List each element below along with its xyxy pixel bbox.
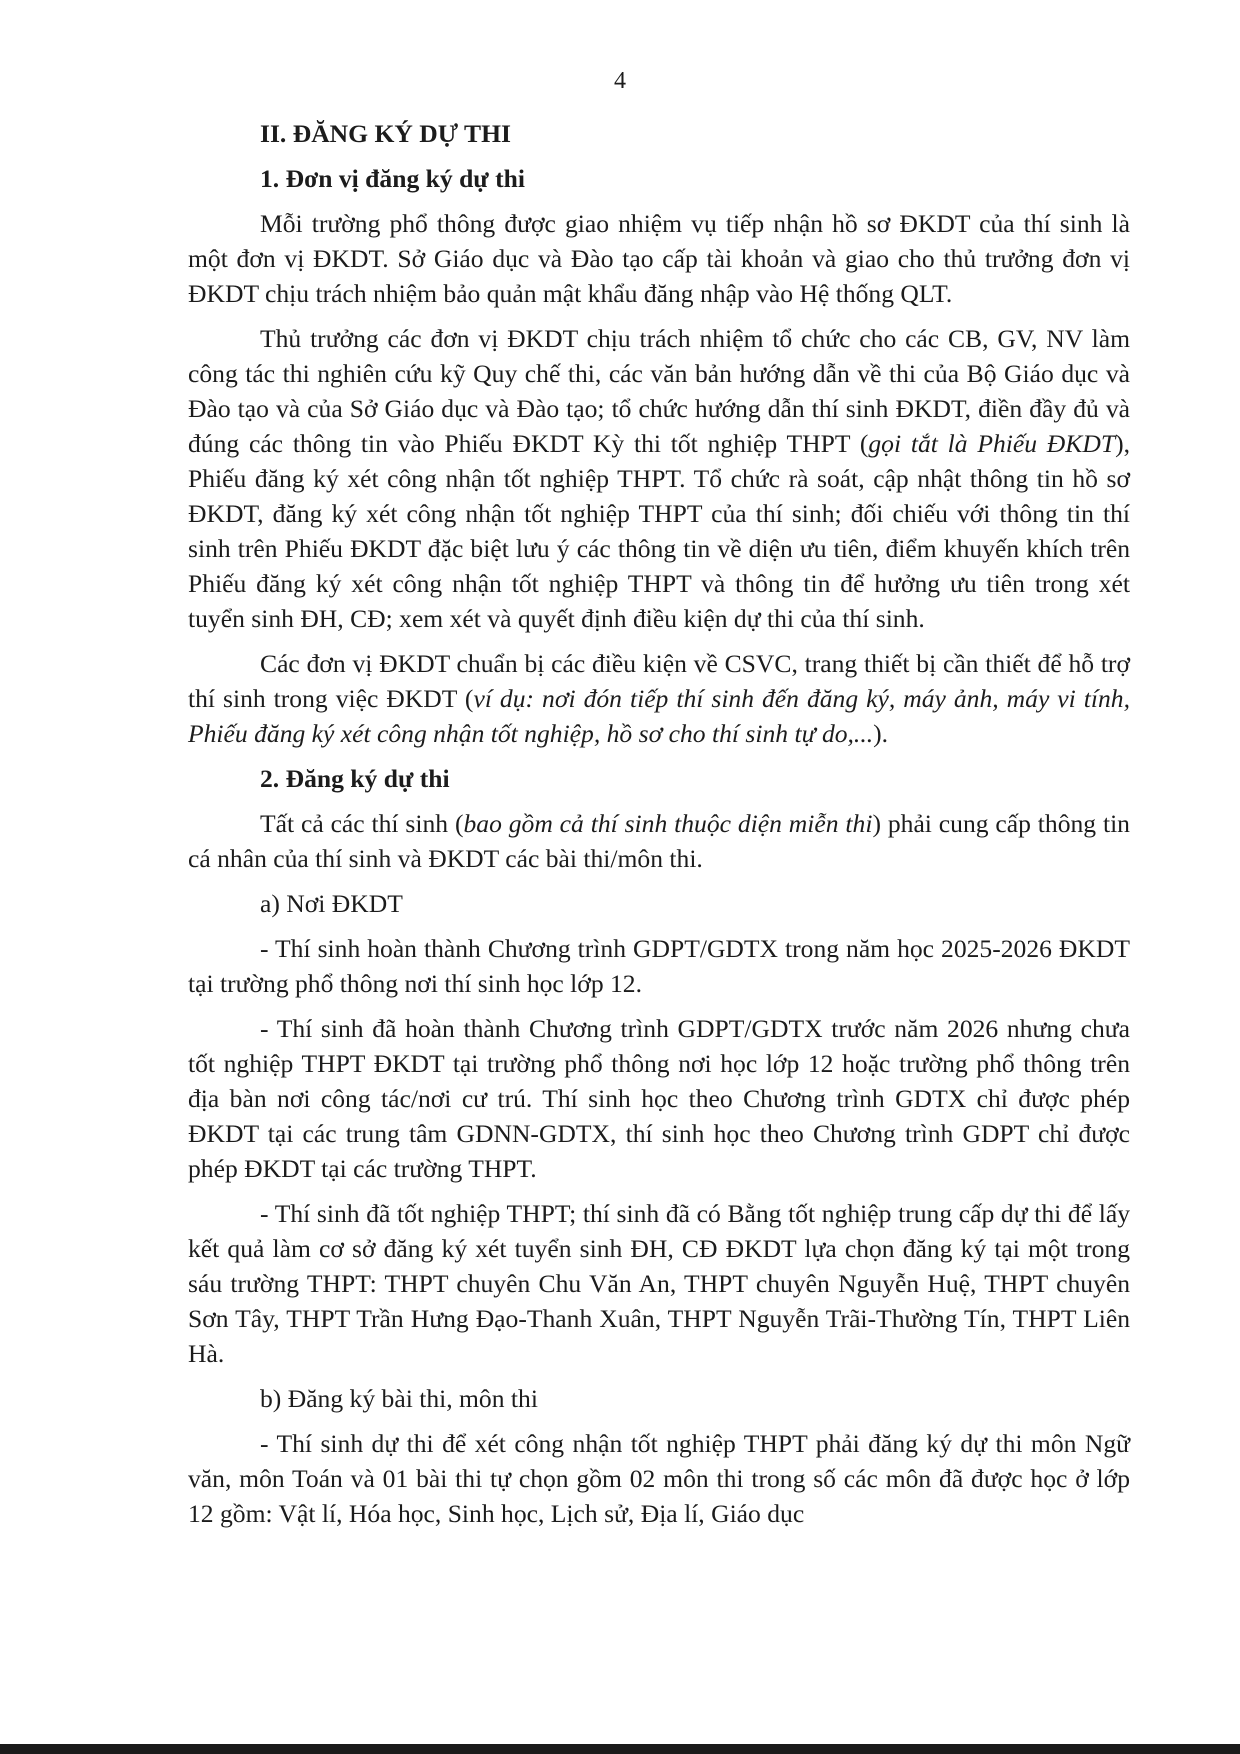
- text-run: ) phải cung cấp thông tin cá nhân của thí sinh và ĐKDT các bài thi/môn thi.: [188, 809, 1130, 873]
- item-title-b: b) Đăng ký bài thi, môn thi: [260, 1384, 538, 1413]
- paragraph: - Thí sinh đã tốt nghiệp THPT; thí sinh đã có Bằng tốt nghiệp trung cấp dự thi để lấy kết quả làm cơ sở đăng ký xét tuyển sinh ĐH, CĐ ĐKDT lựa chọn đăng ký tại một trong sáu trường THPT: THPT chuyên Chu Văn An, THPT chuyên Nguyễn Huệ, THPT chuyên Sơn Tây, THPT Trần Hưng Đạo-Thanh Xuân, THPT Nguyễn Trãi-Thường Tín, THPT Liên Hà.: [188, 1199, 1130, 1368]
- subsection-title-2: 2. Đăng ký dự thi: [260, 764, 450, 793]
- item-title-a: a) Nơi ĐKDT: [260, 889, 403, 918]
- text-run: Tất cả các thí sinh (: [260, 809, 464, 838]
- text-run: Thủ trưởng các đơn vị ĐKDT chịu trách nhiệm tổ chức cho các CB, GV, NV làm công tác thi nghiên cứu kỹ Quy chế thi, các văn bản hướng dẫn về thi của Bộ Giáo dục và Đào tạo và của Sở Giáo dục và Đào tạo; tổ chức hướng dẫn thí sinh ĐKDT, điền đầy đủ và đúng các thông tin vào Phiếu ĐKDT Kỳ thi tốt nghiệp THPT (: [188, 324, 1130, 458]
- section-heading: II. ĐĂNG KÝ DỰ THI: [260, 119, 511, 148]
- paragraph: Mỗi trường phổ thông được giao nhiệm vụ tiếp nhận hồ sơ ĐKDT của thí sinh là một đơn vị ĐKDT. Sở Giáo dục và Đào tạo cấp tài khoản và giao cho thủ trưởng đơn vị ĐKDT chịu trách nhiệm bảo quản mật khẩu đăng nhập vào Hệ thống QLT.: [188, 209, 1130, 308]
- page-number: 4: [614, 68, 626, 94]
- paragraph: [188, 646, 1130, 751]
- paragraph: - Thí sinh dự thi để xét công nhận tốt nghiệp THPT phải đăng ký dự thi môn Ngữ văn, môn Toán và 01 bài thi tự chọn gồm 02 môn thi trong số các môn đã được học ở lớp 12 gồm: Vật lí, Hóa học, Sinh học, Lịch sử, Địa lí, Giáo dục: [188, 1429, 1130, 1528]
- italic-text: bao gồm cả thí sinh thuộc diện miễn thi: [463, 809, 873, 838]
- paragraph: [188, 321, 1130, 636]
- paragraph: - Thí sinh hoàn thành Chương trình GDPT/GDTX trong năm học 2025-2026 ĐKDT tại trường phổ thông nơi thí sinh học lớp 12.: [188, 934, 1130, 998]
- text-run: ), Phiếu đăng ký xét công nhận tốt nghiệp THPT. Tổ chức rà soát, cập nhật thông tin hồ sơ ĐKDT, đăng ký xét công nhận tốt nghiệp THPT của thí sinh; đối chiếu với thông tin thí sinh trên Phiếu ĐKDT đặc biệt lưu ý các thông tin về diện ưu tiên, điểm khuyến khích trên Phiếu đăng ký xét công nhận tốt nghiệp THPT và thông tin để hưởng ưu tiên trong xét tuyển sinh ĐH, CĐ; xem xét và quyết định điều kiện dự thi của thí sinh.: [188, 429, 1130, 633]
- bottom-scan-edge: [0, 1744, 1240, 1754]
- subsection-title-1: 1. Đơn vị đăng ký dự thi: [260, 164, 525, 193]
- paragraph: - Thí sinh đã hoàn thành Chương trình GDPT/GDTX trước năm 2026 nhưng chưa tốt nghiệp THPT ĐKDT tại trường phổ thông nơi học lớp 12 hoặc trường phổ thông trên địa bàn nơi công tác/nơi cư trú. Thí sinh học theo Chương trình GDTX chỉ được phép ĐKDT tại các trung tâm GDNN-GDTX, thí sinh học theo Chương trình GDPT chỉ được phép ĐKDT tại các trường THPT.: [188, 1014, 1130, 1183]
- document-body: [188, 108, 1130, 1531]
- paragraph: [188, 806, 1130, 876]
- text-run: ).: [873, 719, 889, 748]
- italic-text: ví dụ: nơi đón tiếp thí sinh đến đăng ký, máy ảnh, máy vi tính, Phiếu đăng ký xét công nhận tốt nghiệp, hồ sơ cho thí sinh tự do,...: [188, 684, 1130, 748]
- text-run: Các đơn vị ĐKDT chuẩn bị các điều kiện về CSVC, trang thiết bị cần thiết để hỗ trợ thí sinh trong việc ĐKDT (: [188, 649, 1130, 713]
- italic-text: gọi tắt là Phiếu ĐKDT: [868, 429, 1116, 458]
